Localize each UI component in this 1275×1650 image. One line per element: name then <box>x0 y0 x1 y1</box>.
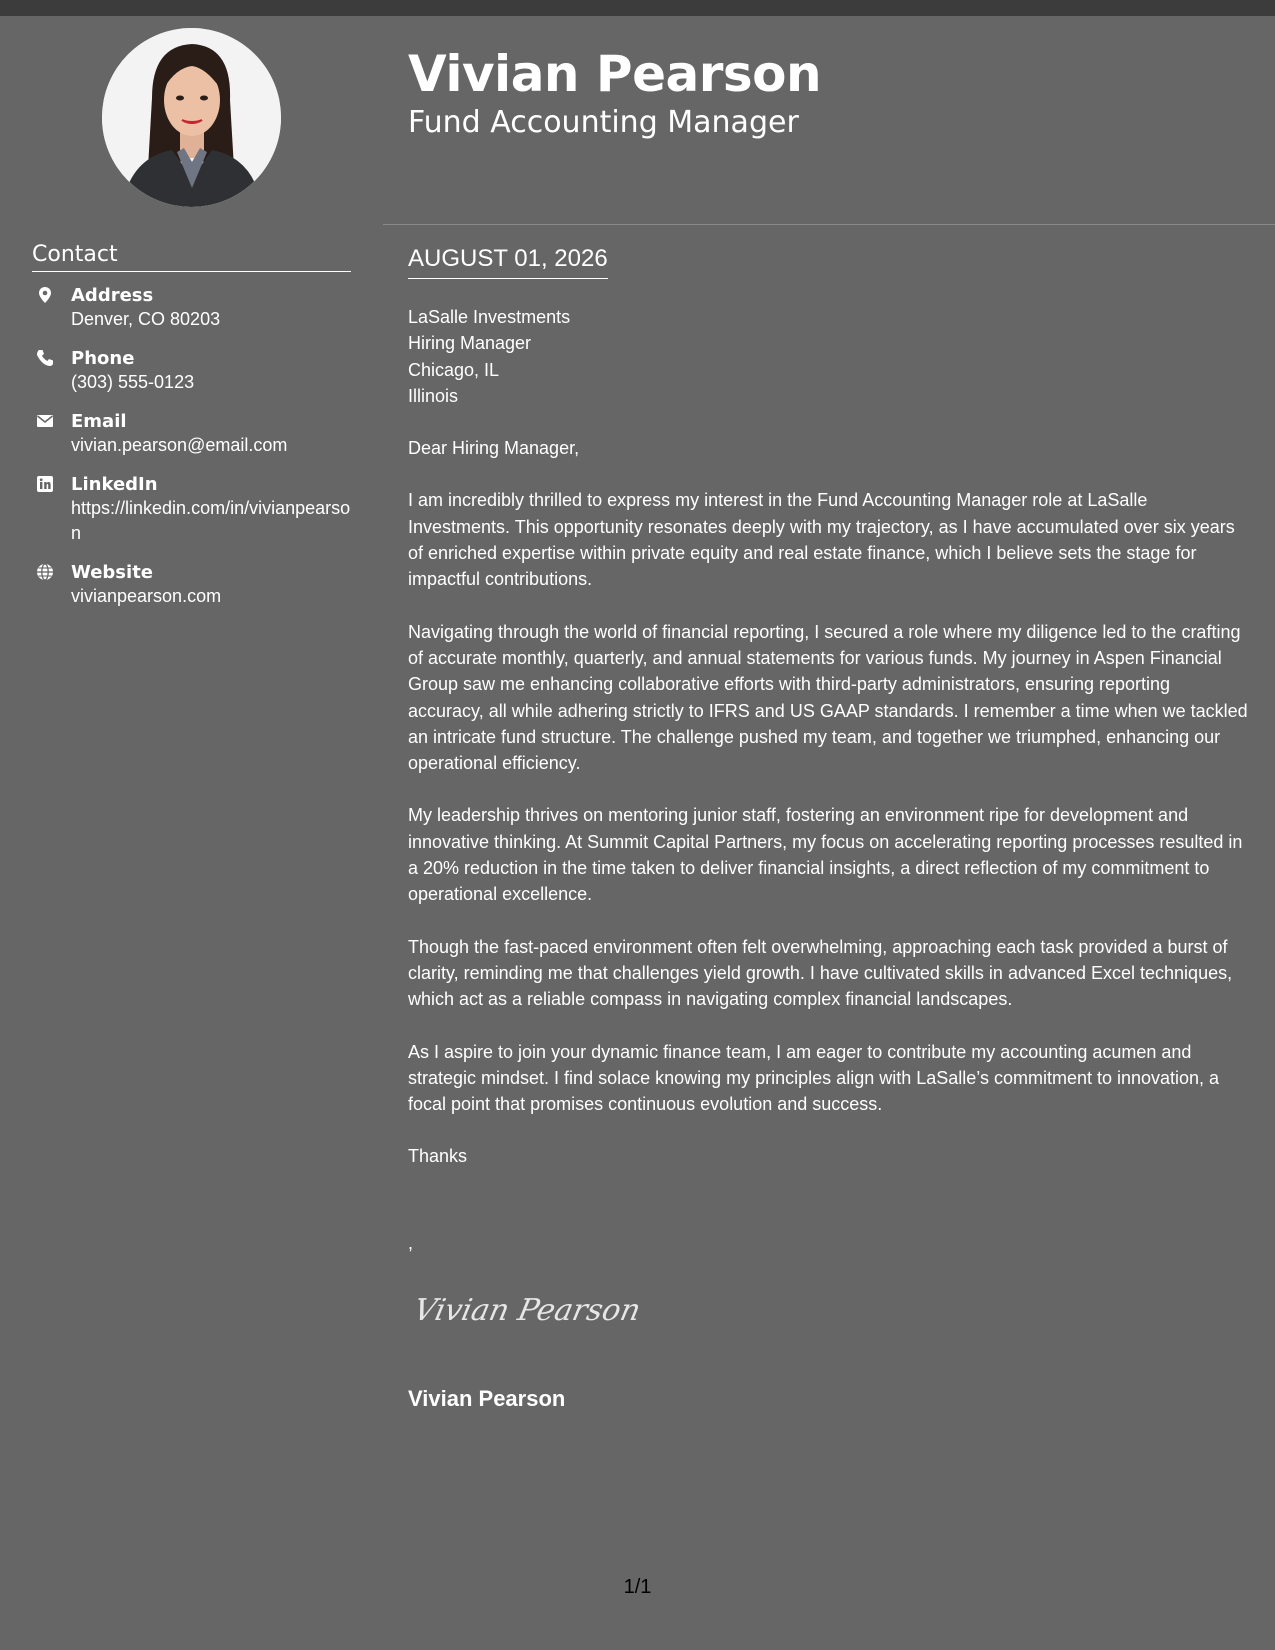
contact-value: vivian.pearson@email.com <box>71 435 288 455</box>
closing-comma: , <box>408 1233 414 1253</box>
recipient-line: Illinois <box>408 385 459 406</box>
contact-value[interactable]: vivianpearson.com <box>71 586 222 606</box>
location-pin-icon <box>36 286 54 304</box>
page-number: 1/1 <box>623 1576 652 1598</box>
letter-body <box>408 304 1250 1170</box>
contact-heading: Contact <box>32 242 351 272</box>
greeting: Dear Hiring Manager, <box>408 438 580 459</box>
signature-text: Vivian Pearson <box>418 1293 644 1328</box>
contact-value: Denver, CO 80203 <box>71 309 221 329</box>
letter-paragraph: I am incredibly thrilled to express my interest in the Fund Accounting Manager role at LaSalle Investments. This opportunity resonates deeply with my trajectory, as I have accumulated over six years of enriched expertise within private equity and real estate finance, which I believe sets the stage for impactful contributions. <box>408 490 1235 590</box>
recipient-block <box>408 304 1250 409</box>
contact-label: Address <box>71 285 154 306</box>
portrait-icon <box>102 28 281 207</box>
recipient-line: Chicago, IL <box>408 359 500 380</box>
letter-paragraph: As I aspire to join your dynamic finance team, I am eager to contribute my accounting acumen and strategic mindset. I find solace knowing my principles align with LaSalle’s commitment to innovation, a focal point that promises continuous evolution and success. <box>408 1041 1220 1115</box>
phone-icon <box>36 349 54 367</box>
contact-value[interactable]: https://linkedin.com/in/vivianpearson <box>71 498 351 543</box>
recipient-line: Hiring Manager <box>408 333 532 354</box>
contact-label: Website <box>71 562 154 583</box>
closing: Thanks <box>408 1146 468 1167</box>
globe-icon <box>36 563 54 581</box>
signer-name: Vivian Pearson <box>408 1386 566 1411</box>
contact-item-website <box>32 561 352 609</box>
header-divider <box>383 224 1275 225</box>
letter-paragraph: Though the fast-paced environment often felt overwhelming, approaching each task provided a burst of clarity, reminding me that challenges yield growth. I have cultivated skills in advanced Excel techniques, which act as a reliable compass in navigating complex financial landscapes. <box>408 936 1233 1010</box>
handwritten-signature <box>418 1284 658 1334</box>
contact-label: Phone <box>71 348 135 369</box>
letter-date: AUGUST 01, 2026 <box>408 244 608 279</box>
letter-paragraph: Navigating through the world of financial reporting, I secured a role where my diligence led to the crafting of accurate monthly, quarterly, and annual statements for various funds. My journey in Aspen Financial Group saw me enhancing collaborative efforts with third-party administrators, ensuring reporting accuracy, all while adhering strictly to IFRS and US GAAP standards. I remember a time when we tackled an intricate fund structure. The challenge pushed my team, and together we triumphed, enhancing our operational efficiency. <box>408 621 1248 774</box>
contact-item-linkedin <box>32 473 352 546</box>
linkedin-icon <box>36 475 54 493</box>
envelope-icon <box>36 412 54 430</box>
contact-list <box>32 284 352 624</box>
cover-letter-page <box>0 16 1275 1650</box>
top-bar <box>0 0 1275 16</box>
contact-item-phone <box>32 347 352 395</box>
applicant-title: Fund Accounting Manager <box>408 105 799 140</box>
contact-item-email <box>32 410 352 458</box>
profile-photo <box>102 28 281 207</box>
letter-paragraph: My leadership thrives on mentoring junior staff, fostering an environment ripe for development and innovative thinking. At Summit Capital Partners, my focus on accelerating reporting processes resulted in a 20% reduction in the time taken to deliver financial insights, a direct reflection of my commitment to operational excellence. <box>408 805 1243 905</box>
applicant-name: Vivian Pearson <box>408 45 822 103</box>
contact-label: LinkedIn <box>71 474 158 495</box>
recipient-line: LaSalle Investments <box>408 307 571 327</box>
contact-value: (303) 555-0123 <box>71 372 195 392</box>
contact-label: Email <box>71 411 127 432</box>
contact-item-address <box>32 284 352 332</box>
